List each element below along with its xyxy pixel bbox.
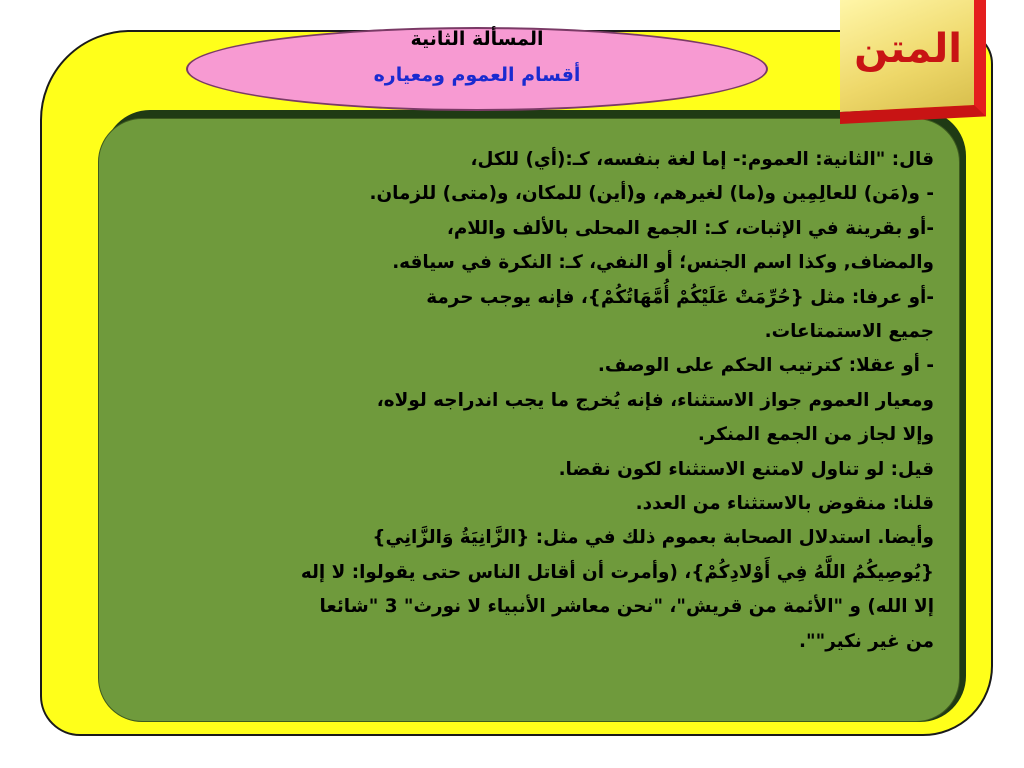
matn-tag-label: المتن — [854, 26, 962, 72]
text-line: وإلا لجاز من الجمع المنكر. — [697, 424, 934, 446]
matn-text — [164, 143, 934, 659]
text-line: قيل: لو تناول لامتنع الاستثناء لكون نقضا. — [558, 458, 934, 480]
text-line: -أو بقرينة في الإثبات، كـ: الجمع المحلى بالألف واللام، — [446, 217, 934, 239]
text-line: من غير نكير"". — [799, 630, 934, 652]
heading-title: المسألة الثانية — [410, 28, 544, 50]
text-line: - و(مَن) للعالِمِين و(ما) لغيرهم، و(أين) للمكان، و(متى) للزمان. — [369, 183, 934, 205]
text-line: قلنا: منقوض بالاستثناء من العدد. — [635, 493, 934, 515]
heading-subtitle: أقسام العموم ومعياره — [373, 64, 581, 86]
text-line: وأيضا. استدلال الصحابة بعموم ذلك في مثل: {الزَّانِيَةُ وَالزَّانِي} — [372, 527, 934, 549]
text-line: ومعيار العموم جواز الاستثناء، فإنه يُخرج ما يجب اندراجه لولاه، — [376, 389, 934, 411]
text-line: قال: "الثانية: العموم:- إما لغة بنفسه، كـ:(أي) للكل، — [470, 149, 934, 170]
text-line: والمضاف, وكذا اسم الجنس؛ أو النفي، كـ: النكرة في سياقه. — [392, 252, 934, 274]
text-line: -أو عرفا: مثل {حُرِّمَتْ عَلَيْكُمْ أُمَّهَاتُكُمْ}، فإنه يوجب حرمة — [426, 286, 934, 308]
text-line: إلا الله) و "الأئمة من قريش"، "نحن معاشر الأنبياء لا نورث" 3 "شائعا — [319, 596, 934, 618]
text-line: {يُوصِيكُمُ اللَّهُ فِي أَوْلادِكُمْ}، (وأمرت أن أقاتل الناس حتى يقولوا: لا إله — [300, 561, 934, 583]
text-line: جميع الاستمتاعات. — [764, 321, 934, 343]
text-line: - أو عقلا: كترتيب الحكم على الوصف. — [597, 355, 934, 377]
